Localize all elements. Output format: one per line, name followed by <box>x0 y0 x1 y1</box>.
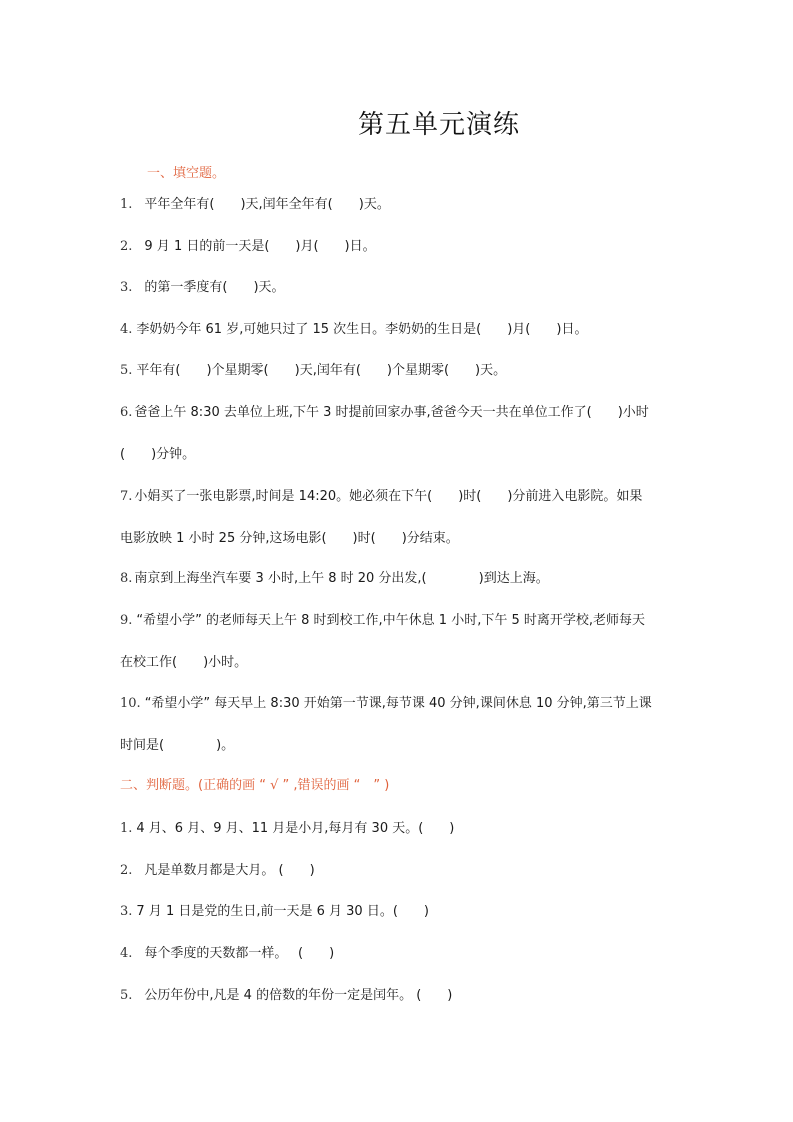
judge-question-1 <box>120 817 454 836</box>
question-6-continuation <box>120 443 195 462</box>
question-number: 1. <box>120 821 133 836</box>
page-title: 第五单元演练 <box>358 110 521 140</box>
question-number: 2. <box>120 239 133 254</box>
question-6 <box>120 401 649 420</box>
question-7-continuation <box>120 527 459 546</box>
question-number: 5. <box>120 988 133 1003</box>
question-number: 5. <box>120 363 133 378</box>
question-text: 每个季度的天数都一样。 ( ) <box>144 946 335 961</box>
question-number: 9. <box>120 613 133 628</box>
question-4 <box>120 318 587 337</box>
section-heading-instructions: (正确的画 “ √ ” ,错误的画 “ ” ) <box>198 778 390 793</box>
question-text: 4 月、6 月、9 月、11 月是小月,每月有 30 天。( ) <box>136 821 455 836</box>
question-text: 爸爸上午 8:30 去单位上班,下午 3 时提前回家办事,爸爸今天一共在单位工作了( )小时 <box>134 405 649 420</box>
question-number: 3. <box>120 904 133 919</box>
question-1 <box>120 193 390 212</box>
question-text: 电影放映 1 小时 25 分钟,这场电影( )时( )分结束。 <box>120 531 459 546</box>
question-10 <box>120 692 652 711</box>
question-text: 7 月 1 日是党的生日,前一天是 6 月 30 日。( ) <box>136 904 429 919</box>
question-3 <box>120 276 285 295</box>
question-number: 8. <box>120 571 133 586</box>
question-text: 平年全年有( )天,闰年全年有( )天。 <box>144 197 390 212</box>
question-number: 2. <box>120 863 133 878</box>
question-number: 7. <box>120 489 133 504</box>
section-heading-true-false <box>120 774 389 793</box>
question-text: 南京到上海坐汽车要 3 小时,上午 8 时 20 分出发,( )到达上海。 <box>134 571 549 586</box>
question-text: 9 月 1 日的前一天是( )月( )日。 <box>144 239 376 254</box>
question-text: “希望小学” 的老师每天上午 8 时到校工作,中午休息 1 小时,下午 5 时离开学校,老师每天 <box>136 613 646 628</box>
question-number: 3. <box>120 280 133 295</box>
question-number: 6. <box>120 405 133 420</box>
question-5 <box>120 359 506 378</box>
question-number: 10. <box>120 696 141 711</box>
question-text: 小娟买了一张电影票,时间是 14:20。她必须在下午( )时( )分前进入电影院。如果 <box>134 489 643 504</box>
question-text: 李奶奶今年 61 岁,可她只过了 15 次生日。李奶奶的生日是( )月( )日。 <box>136 322 588 337</box>
section-heading-prefix: 二、判断题。 <box>120 778 199 793</box>
judge-question-3 <box>120 900 429 919</box>
question-number: 1. <box>120 197 133 212</box>
question-8 <box>120 567 549 586</box>
judge-question-5 <box>120 984 452 1003</box>
question-text: 时间是( )。 <box>120 738 235 753</box>
question-9 <box>120 609 645 628</box>
question-9-continuation <box>120 651 247 670</box>
section-heading-fill-in: 一、填空题。 <box>147 166 226 181</box>
question-text: “希望小学” 每天早上 8:30 开始第一节课,每节课 40 分钟,课间休息 10 分钟,第三节上课 <box>144 696 652 711</box>
question-text: 平年有( )个星期零( )天,闰年有( )个星期零( )天。 <box>136 363 507 378</box>
question-text: ( )分钟。 <box>120 447 196 462</box>
question-2 <box>120 235 376 254</box>
question-text: 的第一季度有( )天。 <box>144 280 285 295</box>
question-number: 4. <box>120 322 133 337</box>
question-text: 凡是单数月都是大月。 ( ) <box>144 863 315 878</box>
question-7 <box>120 485 642 504</box>
question-number: 4. <box>120 946 133 961</box>
judge-question-4 <box>120 942 334 961</box>
question-text: 公历年份中,凡是 4 的倍数的年份一定是闰年。 ( ) <box>144 988 453 1003</box>
question-10-continuation <box>120 734 234 753</box>
judge-question-2 <box>120 859 315 878</box>
question-text: 在校工作( )小时。 <box>120 655 248 670</box>
